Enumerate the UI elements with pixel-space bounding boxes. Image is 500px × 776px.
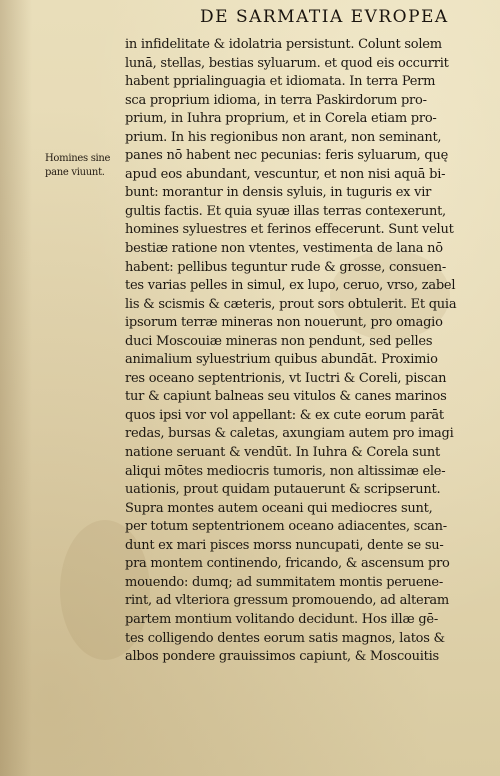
text-line: in infidelitate & idolatria persistunt. Colunt solem	[125, 37, 442, 52]
text-line: panes nō habent nec pecunias: feris syluarum, quę	[125, 148, 449, 164]
text-line: prium. In his regionibus non arant, non seminant,	[125, 129, 442, 145]
text-line: duci Moscouiæ mineras non pendunt, sed pelles	[125, 333, 433, 349]
text-line: natione seruant & vendūt. In Iuhra & Corela sunt	[125, 445, 440, 461]
text-line: habent: pellibus teguntur rude & grosse, consuen-	[125, 259, 446, 275]
text-line: tur & capiunt balneas seu vitulos & canes marinos	[125, 389, 447, 405]
text-line: bunt: morantur in densis syluis, in tuguris ex vir	[125, 185, 432, 201]
text-line: lis & scismis & cæteris, prout sors obtulerit. Et quia	[125, 296, 457, 312]
text-line: prium, in Iuhra proprium, et in Corela etiam pro-	[125, 111, 437, 127]
text-line: tes varias pelles in simul, ex lupo, ceruo, vrso, zabel	[125, 278, 456, 294]
text-line: uationis, prout quidam putauerunt & scripserunt.	[125, 482, 441, 498]
text-line: aliqui mōtes mediocris tumoris, non altissimæ ele-	[125, 463, 446, 479]
text-line: ipsorum terræ mineras non nouerunt, pro omagio	[125, 315, 443, 331]
text-line: habent pprialinguagia et idiomata. In terra Perm	[125, 74, 436, 90]
text-line: quos ipsi vor vol appellant: & ex cute eorum parāt	[125, 407, 444, 423]
text-line: apud eos abundant, vescuntur, et non nisi aquā bi-	[125, 166, 446, 182]
body-text	[0, 36, 500, 667]
text-line: rint, ad vlteriora gressum promouendo, ad alteram	[125, 593, 449, 609]
text-line: sca proprium idioma, in terra Paskirdorum pro-	[125, 92, 427, 108]
text-line: tes colligendo dentes eorum satis magnos, latos &	[125, 630, 445, 646]
text-line: gultis factis. Et quia syuæ illas terras contexerunt,	[125, 203, 446, 219]
text-line: lunā, stellas, bestias syluarum. et quod eis occurrit	[125, 55, 449, 71]
text-line: Supra montes autem oceani qui mediocres sunt,	[125, 500, 433, 516]
text-line: per totum septentrionem oceano adiacentes, scan-	[125, 519, 447, 535]
text-line: albos pondere grauissimos capiunt, & Moscouitis	[125, 649, 439, 665]
text-line: redas, bursas & caletas, axungiam autem pro imagi	[125, 426, 454, 442]
text-line: homines syluestres et ferinos effecerunt. Sunt velut	[125, 222, 454, 238]
text-line: mouendo: dumq; ad summitatem montis peruene-	[125, 574, 443, 590]
text-line: partem montium volitando decidunt. Hos illæ gē-	[125, 611, 438, 627]
text-line: pra montem continendo, fricando, & ascensum pro	[125, 556, 450, 572]
text-line: animalium syluestrium quibus abundāt. Proximio	[125, 352, 438, 368]
text-line: bestiæ ratione non vtentes, vestimenta de lana nō	[125, 241, 443, 257]
margin-note-line: pane viuunt.	[45, 167, 105, 178]
text-line: res oceano septentrionis, vt Iuctri & Coreli, piscan	[125, 370, 447, 386]
margin-note-line: Homines sine	[45, 153, 111, 164]
running-head: DE SARMATIA EVROPEA	[200, 7, 449, 27]
text-line: dunt ex mari pisces morss nuncupati, dente se su-	[125, 537, 444, 553]
